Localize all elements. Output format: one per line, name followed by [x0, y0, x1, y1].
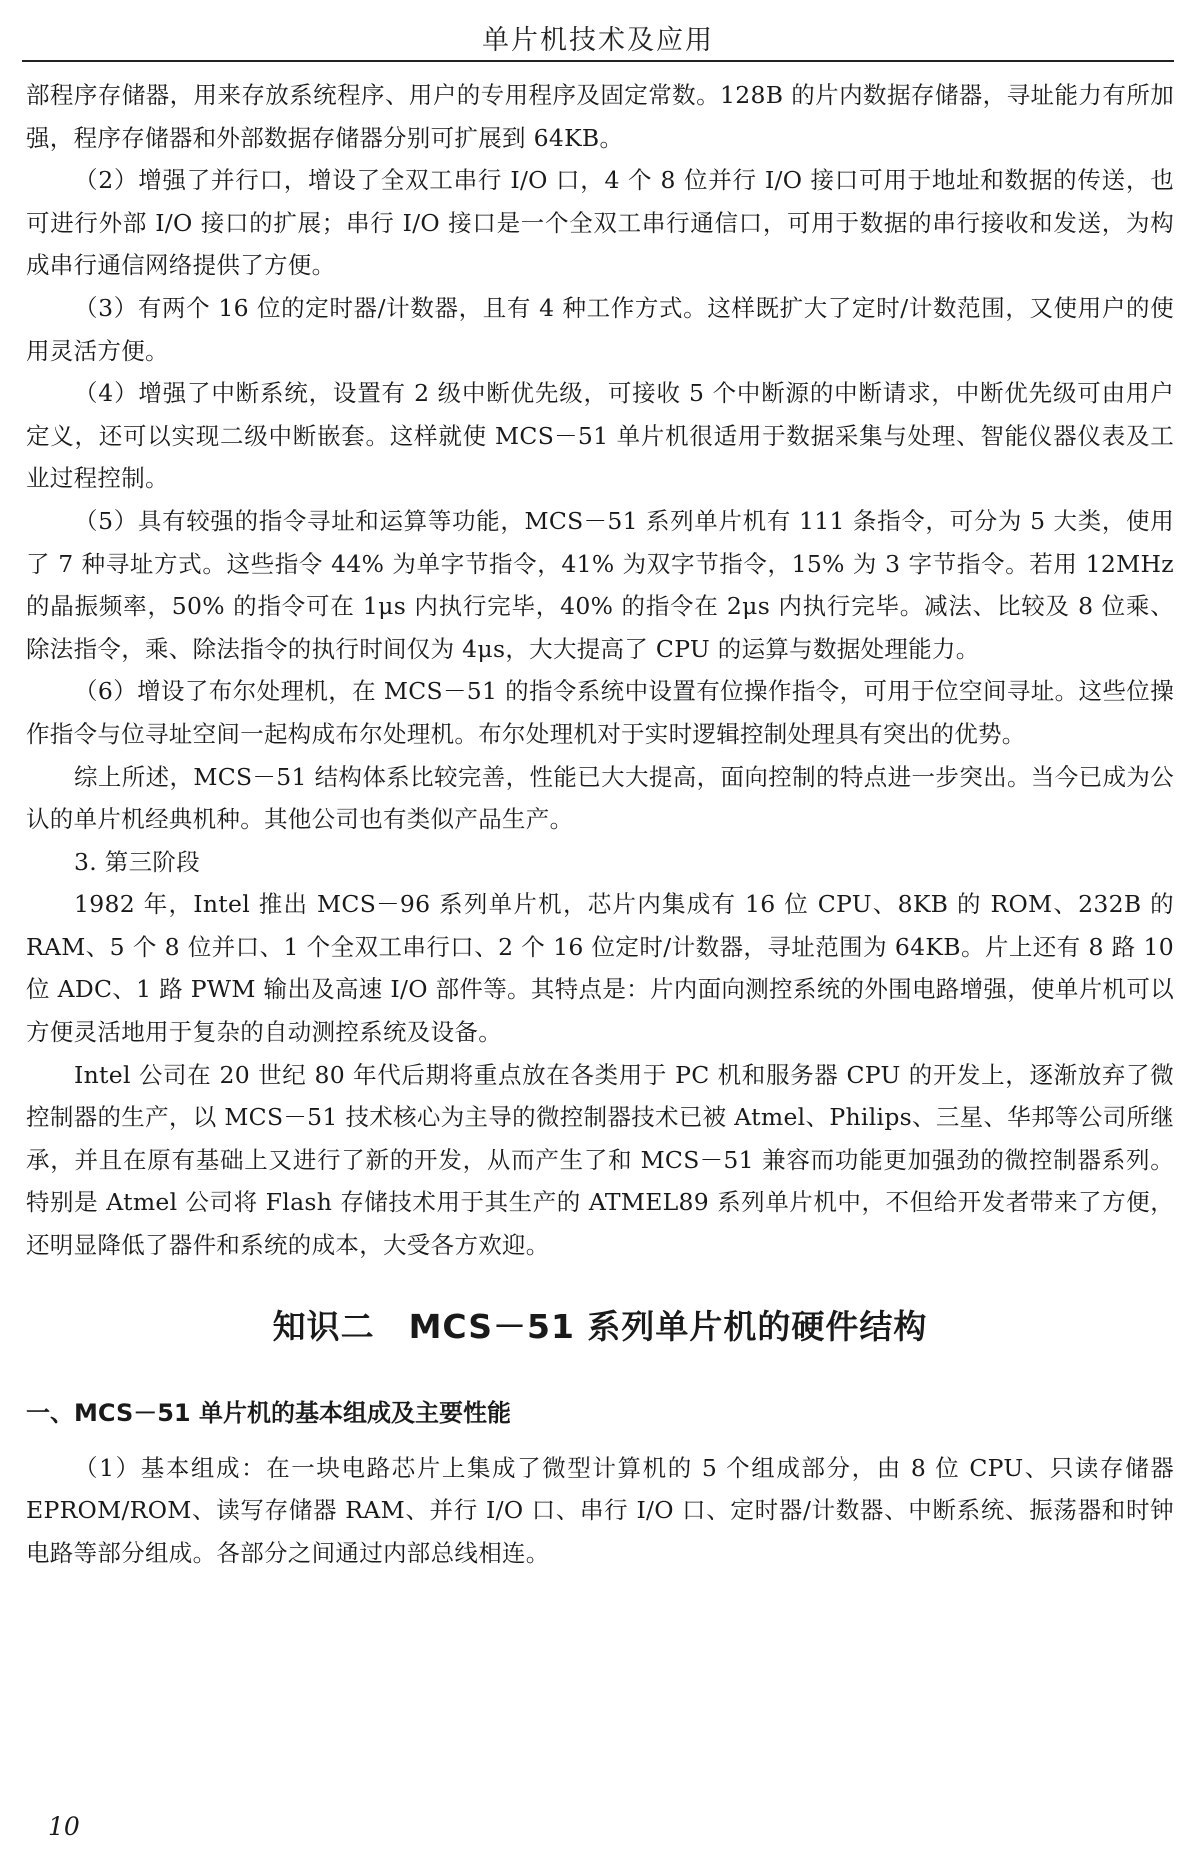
paragraph-item-3: （3）有两个 16 位的定时器/计数器，且有 4 种工作方式。这样既扩大了定时/计数范围，又使用户的使用灵活方便。 [26, 293, 1174, 365]
paragraph-item-5: （5）具有较强的指令寻址和运算等功能，MCS－51 系列单片机有 111 条指令，可分为 5 大类，使用了 7 种寻址方式。这些指令 44% 为单字节指令，41% 为双字节指令，15% 为 3 字节指令。若用 12MHz 的晶振频率，50% 的指令可在 1μs 内执行完毕，40% 的指令在 2μs 内执行完毕。减法、比较及 8 位乘、除法指令，乘、除法指令的执行时间仅为 4μs，大大提高了 CPU 的运算与数据处理能力。 [26, 506, 1174, 663]
paragraph-continuation: 部程序存储器，用来存放系统程序、用户的专用程序及固定常数。128B 的片内数据存储器，寻址能力有所加强，程序存储器和外部数据存储器分别可扩展到 64KB。 [26, 81, 1174, 152]
paragraph-summary: 综上所述，MCS－51 结构体系比较完善，性能已大大提高，面向控制的特点进一步突出。当今已成为公认的单片机经典机种。其他公司也有类似产品生产。 [26, 762, 1174, 834]
stage-heading: 3. 第三阶段 [74, 847, 200, 876]
paragraph-stage3: 1982 年，Intel 推出 MCS－96 系列单片机，芯片内集成有 16 位 CPU、8KB 的 ROM、232B 的 RAM、5 个 8 位并口、1 个全双工串行口、2 个 16 位定时/计数器，寻址范围为 64KB。片上还有 8 路 10 位 ADC、1 路 PWM 输出及高速 I/O 部件等。其特点是：片内面向测控系统的外围电路增强，使单片机可以方便灵活地用于复杂的自动测控系统及设备。 [26, 890, 1174, 1047]
paragraph-item-4: （4）增强了中断系统，设置有 2 级中断优先级，可接收 5 个中断源的中断请求，中断优先级可由用户定义，还可以实现二级中断嵌套。这样就使 MCS－51 单片机很适用于数据采集与处理、智能仪器仪表及工业过程控制。 [26, 379, 1174, 493]
paragraph-item-2: （2）增强了并行口，增设了全双工串行 I/O 口，4 个 8 位并行 I/O 接口可用于地址和数据的传送，也可进行外部 I/O 接口的扩展；串行 I/O 接口是一个全双工串行通信口，可用于数据的串行接收和发送，为构成串行通信网络提供了方便。 [26, 166, 1174, 280]
paragraph-item-6: （6）增设了布尔处理机，在 MCS－51 的指令系统中设置有位操作指令，可用于位空间寻址。这些位操作指令与位寻址空间一起构成布尔处理机。布尔处理机对于实时逻辑控制处理具有突出的优势。 [26, 677, 1174, 748]
running-header: 单片机技术及应用 [482, 25, 714, 56]
paragraph-basic-composition: （1）基本组成：在一块电路芯片上集成了微型计算机的 5 个组成部分，由 8 位 CPU、只读存储器 EPROM/ROM、读写存储器 RAM、并行 I/O 口、串行 I/O 口、定时器/计数器、中断系统、振荡器和时钟电路等部分组成。各部分之间通过内部总线相连。 [26, 1453, 1174, 1567]
page-number: 10 [48, 1812, 80, 1841]
header-divider [22, 60, 1174, 62]
page-body [26, 74, 1174, 1574]
paragraph-intel: Intel 公司在 20 世纪 80 年代后期将重点放在各类用于 PC 机和服务器 CPU 的开发上，逐渐放弃了微控制器的生产，以 MCS－51 技术核心为主导的微控制器技术已被 Atmel、Philips、三星、华邦等公司所继承，并且在原有基础上又进行了新的开发，从而产生了和 MCS－51 兼容而功能更加强劲的微控制器系列。特别是 Atmel 公司将 Flash 存储技术用于其生产的 ATMEL89 系列单片机中，不但给开发者带来了方便，还明显降低了器件和系统的成本，大受各方欢迎。 [26, 1060, 1174, 1260]
subsection-title: 一、MCS－51 单片机的基本组成及主要性能 [26, 1398, 511, 1427]
section-title: 知识二 MCS－51 系列单片机的硬件结构 [272, 1306, 928, 1346]
